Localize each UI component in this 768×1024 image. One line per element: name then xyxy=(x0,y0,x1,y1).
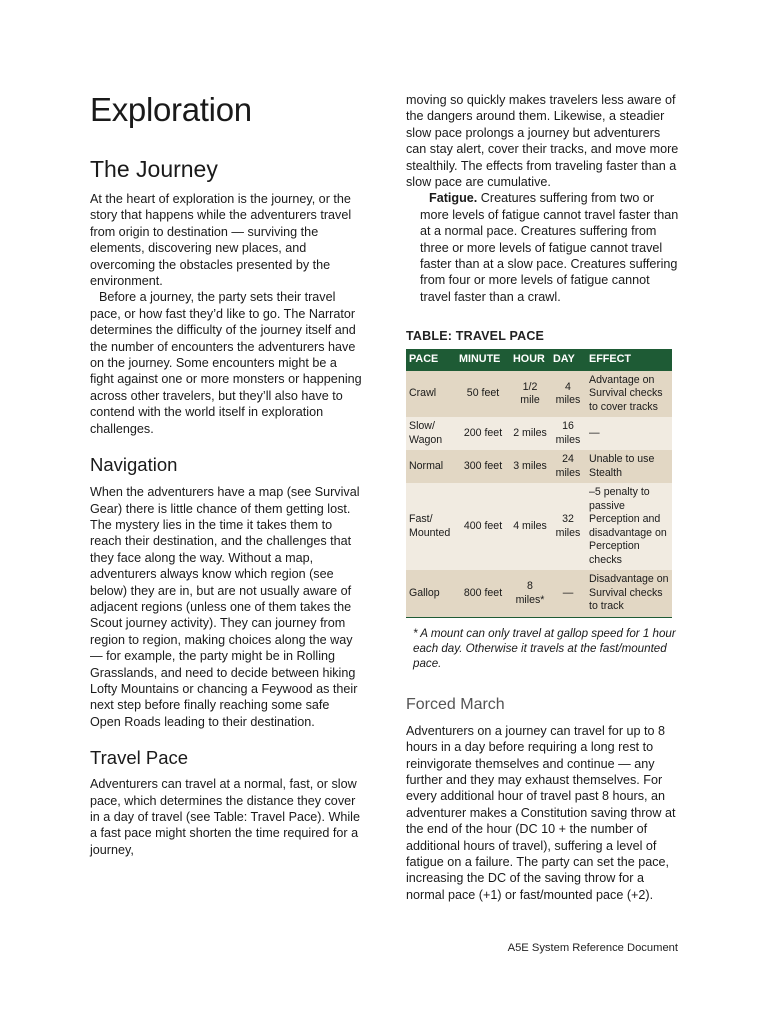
header-effect: EFFECT xyxy=(586,349,672,371)
cell-minute: 300 feet xyxy=(456,450,510,483)
header-minute: MINUTE xyxy=(456,349,510,371)
header-pace: PACE xyxy=(406,349,456,371)
cell-day: — xyxy=(550,570,586,617)
cell-minute: 200 feet xyxy=(456,417,510,450)
cell-hour: 3 miles xyxy=(510,450,550,483)
cell-minute: 800 feet xyxy=(456,570,510,617)
journey-paragraph-2: Before a journey, the party sets their travel pace, or how fast they’d like to go. The Narrator determines the difficulty of the journey itself and the number of encounters the adventurers have on the journey. Some encounters might be a fight against one or more monsters or happening across other travelers, but they’ll also have to contend with the world itself in exploration challenges. xyxy=(90,290,362,436)
cell-effect: –5 penalty to passive Perception and disadvantage on Perception checks xyxy=(586,483,672,570)
header-day: DAY xyxy=(550,349,586,371)
table-title: TABLE: TRAVEL PACE xyxy=(406,329,545,344)
fatigue-text: Creatures suffering from two or more levels of fatigue cannot travel faster than at a normal pace. Creatures suffering from three or more levels of fatigue cannot travel faster than at a slow pace. Creatures suffering from four or more levels of fatigue cannot travel faster than a crawl. xyxy=(420,191,679,304)
travel-pace-paragraph: Adventurers can travel at a normal, fast, or slow pace, which determines the distance they cover in a day of travel (see Table: Travel Pace). While a fast pace might shorten the time required for a journey, xyxy=(90,777,360,857)
cell-effect: Disadvantage on Survival checks to track xyxy=(586,570,672,617)
cell-hour: 4 miles xyxy=(510,483,550,570)
travel-pace-heading: Travel Pace xyxy=(90,747,189,769)
table-header-row xyxy=(406,349,672,371)
table-footnote: * A mount can only travel at gallop speed for 1 hour each day. Otherwise it travels at the fast/mounted pace. xyxy=(413,626,676,670)
fatigue-label: Fatigue. xyxy=(429,191,478,206)
fatigue-paragraph xyxy=(406,190,682,305)
cell-effect: — xyxy=(586,417,672,450)
header-hour: HOUR xyxy=(510,349,550,371)
table-row xyxy=(406,417,672,450)
cell-hour: 8 miles* xyxy=(510,570,550,617)
page-footer: A5E System Reference Document xyxy=(507,942,678,954)
cell-minute: 400 feet xyxy=(456,483,510,570)
cell-day: 4 miles xyxy=(550,371,586,418)
journey-heading: The Journey xyxy=(90,156,218,182)
forced-march-paragraph: Adventurers on a journey can travel for up to 8 hours in a day before requiring a long rest to reinvigorate themselves and continue — any further and they may exhaust themselves. For every additional hour of travel past 8 hours, an adventurer makes a Constitution saving throw at the end of the hour (DC 10 + the number of additional hours of travel), suffering a level of fatigue on a failure. The party can set the pace, increasing the DC of the saving throw for a normal pace (+1) or fast/mounted pace (+2). xyxy=(406,723,676,902)
cell-pace: Slow/ Wagon xyxy=(406,417,456,450)
cell-pace: Gallop xyxy=(406,570,456,617)
cell-pace: Normal xyxy=(406,450,456,483)
table-row xyxy=(406,570,672,617)
cell-hour: 2 miles xyxy=(510,417,550,450)
table-row xyxy=(406,371,672,418)
right-column xyxy=(406,92,682,903)
cell-day: 32 miles xyxy=(550,483,586,570)
cell-hour: 1/2 mile xyxy=(510,371,550,418)
journey-paragraph-1: At the heart of exploration is the journey, or the story that happens while the adventurers travel from origin to destination — surviving the elements, discovering new places, and overcoming the obstacles presented by the environment. xyxy=(90,192,352,289)
forced-march-heading: Forced March xyxy=(406,695,505,713)
page-title: Exploration xyxy=(90,91,252,128)
cell-effect: Unable to use Stealth xyxy=(586,450,672,483)
navigation-paragraph: When the adventurers have a map (see Survival Gear) there is little chance of them getting lost. The mystery lies in the time it takes them to reach their destination, and the challenges that they face along the way. Without a map, adventurers always know which region (see below) they are in, but are not usually aware of adjacent regions (unless one of them takes the Scout journey activity). They can journey from region to region, making choices along the way — for example, the party might be in Rolling Grasslands, and need to decide between hiking Lofty Mountains or chancing a Feywood as their next step before finally reaching some safe Open Roads leading to their destination. xyxy=(90,485,360,729)
navigation-heading: Navigation xyxy=(90,454,178,476)
cell-minute: 50 feet xyxy=(456,371,510,418)
cell-day: 24 miles xyxy=(550,450,586,483)
travel-pace-table xyxy=(406,349,672,618)
table-row xyxy=(406,450,672,483)
table-row xyxy=(406,483,672,570)
cell-day: 16 miles xyxy=(550,417,586,450)
travel-pace-continued: moving so quickly makes travelers less aware of the dangers around them. Likewise, a steadier slow pace prolongs a journey but adventurers can stay alert, cover their tracks, and move more stealthily. The effects from traveling faster than a slow pace are cumulative. xyxy=(406,93,679,190)
cell-pace: Fast/ Mounted xyxy=(406,483,456,570)
cell-effect: Advantage on Survival checks to cover tracks xyxy=(586,371,672,418)
cell-pace: Crawl xyxy=(406,371,456,418)
left-column xyxy=(90,90,362,858)
